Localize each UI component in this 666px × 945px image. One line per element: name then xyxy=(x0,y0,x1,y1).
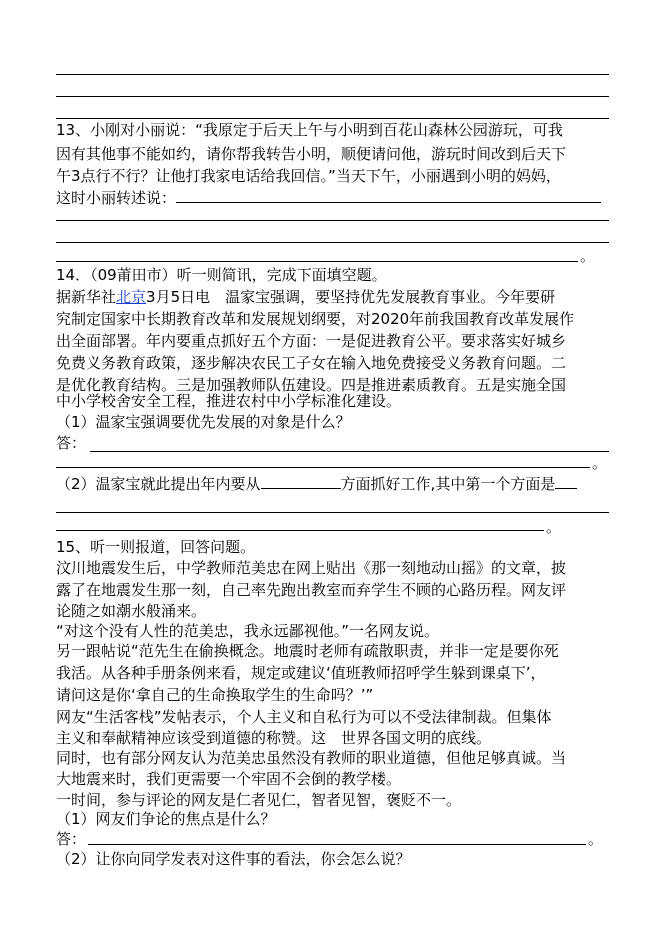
q13-line-1: 13、小刚对小丽说：“我原定于后天上午与小明到百花山森林公园游玩，可我 xyxy=(56,121,563,139)
answer-line[interactable] xyxy=(56,261,578,262)
q15-line-2: 露了在地震发生那一刻，自己率先跑出教室而弃学生不顾的心路历程。网友评 xyxy=(56,581,567,599)
q15-line-12: 一时间，参与评论的网友是仁者见仁，智者见智，褒贬不一。 xyxy=(56,791,462,809)
q15-answer-label: 答： xyxy=(56,830,87,848)
beijing-link[interactable]: 北京 xyxy=(116,288,147,306)
q14-sub2-blank-1[interactable] xyxy=(261,474,341,489)
q14-line-3: 出全面部署。年内要重点抓好五个方面：一是促进教育公平。要求落实好城乡 xyxy=(56,332,567,350)
q14-answer-line[interactable] xyxy=(90,451,609,452)
q15-line-10: 同时，也有部分网友认为范美忠虽然没有教师的职业道德，但他足够真诚。当 xyxy=(56,749,567,767)
answer-line[interactable] xyxy=(56,118,609,119)
q15-line-1: 汶川地震发生后，中学教师范美忠在网上贴出《那一刻地动山摇》的文章，披 xyxy=(56,559,567,577)
q14-line-5: 是优化教育结构。三是加强教师队伍建设。四是推进素质教育。五是实施全国 xyxy=(56,376,567,394)
q14-sub2-blank-2[interactable] xyxy=(555,474,577,489)
q14-line-2: 究制定国家中长期教育改革和发展规划纲要，对2020年前我国教育改革发展作 xyxy=(56,310,575,328)
q14-line-6: 中小学校舍安全工程，推进农村中小学标准化建设。 xyxy=(56,392,402,410)
q15-line-7: 请问这是你‘拿自己的生命换取学生的生命吗？’” xyxy=(56,686,374,704)
q13-answer-blank[interactable] xyxy=(176,188,601,203)
q14-sub2-part-b: 方面抓好工作,其中第一个方面是 xyxy=(340,475,556,493)
q14-sub2-part-a: （2）温家宝就此提出年内要从 xyxy=(56,475,261,493)
q14-title: 14．（09莆田市）听一则简讯，完成下面填空题。 xyxy=(56,266,387,284)
answer-line[interactable] xyxy=(56,242,609,243)
q15-sub1: （1）网友们争论的焦点是什么？ xyxy=(56,810,276,828)
answer-line[interactable] xyxy=(56,220,609,221)
answer-line[interactable] xyxy=(56,467,590,468)
q15-line-8: 网友“生活客栈”发帖表示，个人主义和自私行为可以不受法律制裁。但集体 xyxy=(56,708,552,726)
q14-line-1 xyxy=(56,287,555,308)
answer-line[interactable] xyxy=(56,530,544,531)
q13-line-3: 午3点行不行？让他打我家电话给我回信。”当天下午，小丽遇到小明的妈妈， xyxy=(56,167,561,185)
q14-line-4: 免费义务教育政策，逐步解决农民工子女在输入地免费接受义务教育问题。二 xyxy=(56,354,567,372)
q15-line-4: “对这个没有人性的范美忠，我永远鄙视他。”一名网友说。 xyxy=(56,622,440,640)
q15-line-6: 我活。从各种手册条例来看，规定或建议‘值班教师招呼学生躲到课桌下’， xyxy=(56,664,546,682)
q15-line-11: 大地震来时，我们更需要一个牢固不会倒的教学楼。 xyxy=(56,770,402,788)
q14-sub2-end-mark: 。 xyxy=(546,518,562,536)
q15-line-3: 论随之如潮水般涌来。 xyxy=(56,602,207,620)
answer-line[interactable] xyxy=(56,74,609,75)
q15-answer-line[interactable] xyxy=(88,844,586,845)
q13-line-2: 因有其他事不能如约，请你帮我转告小明，顺便请问他，游玩时间改到后天下 xyxy=(56,145,567,163)
answer-line[interactable] xyxy=(56,96,609,97)
q13-prompt xyxy=(56,188,601,209)
q14-answer-label: 答： xyxy=(56,434,87,452)
q14-sub2 xyxy=(56,474,577,495)
q15-line-9: 主义和奉献精神应该受到道德的称赞。这 世界各国文明的底线。 xyxy=(56,729,492,747)
q15-title: 15、听一则报道，回答问题。 xyxy=(56,538,256,556)
q13-end-mark: 。 xyxy=(580,247,596,265)
answer-line[interactable] xyxy=(56,512,609,513)
q15-sub2: （2）让你向同学发表对这件事的看法，你会怎么说？ xyxy=(56,850,411,868)
q14-line-1-rest: 3月5日电 温家宝强调，要坚持优先发展教育事业。今年要研 xyxy=(146,288,556,306)
q15-line-5: 另一跟帖说“范先生在偷换概念。地震时老师有疏散职责，并非一定是要你死 xyxy=(56,642,559,660)
q13-prompt-text: 这时小丽转述说： xyxy=(56,189,177,207)
q14-sub1: （1）温家宝强调要优先发展的对象是什么？ xyxy=(56,413,351,431)
q14-sub1-end-mark: 。 xyxy=(592,454,608,472)
q14-prefix: 据新华社 xyxy=(56,288,117,306)
q15-end-mark: 。 xyxy=(588,830,604,848)
